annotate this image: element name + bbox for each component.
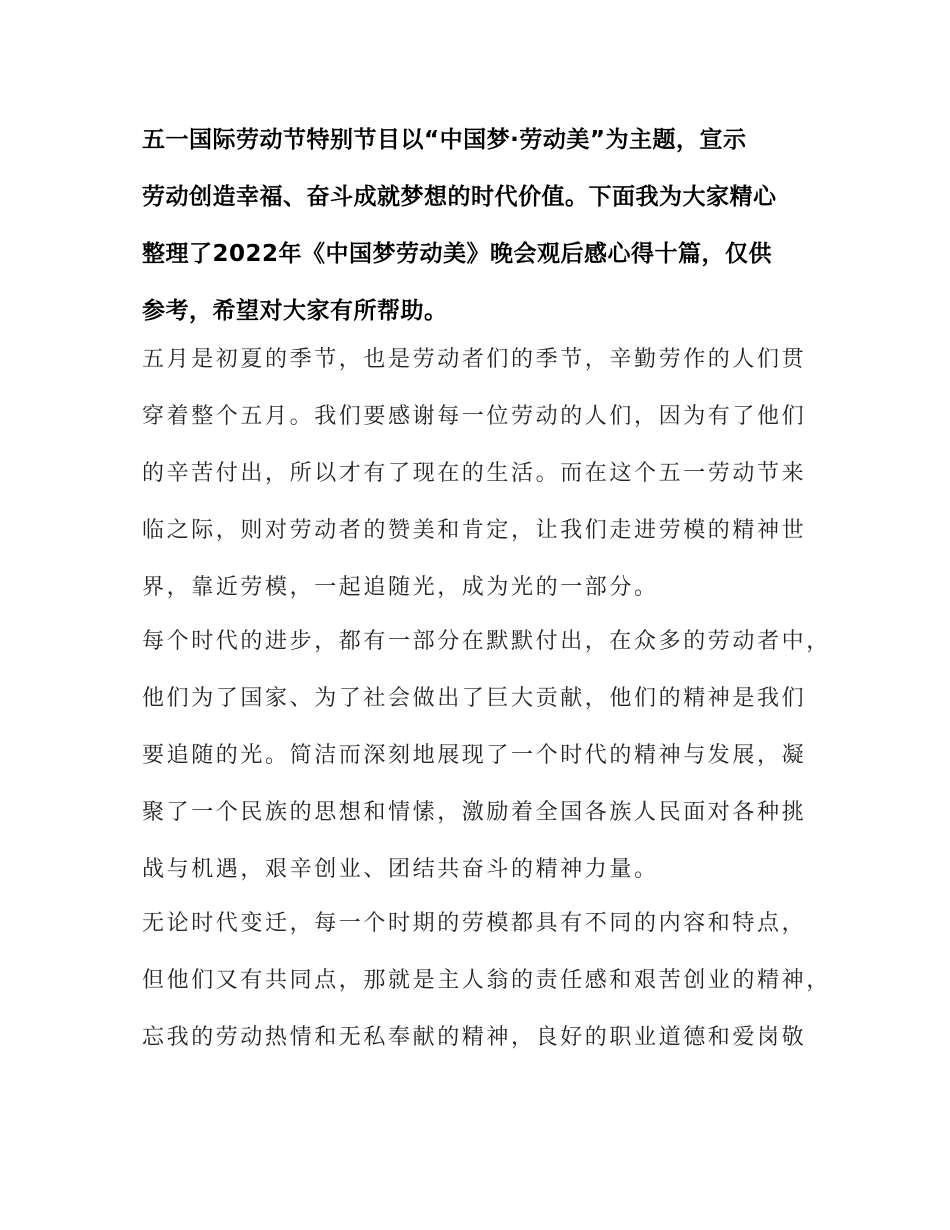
intro-line: 劳动创造幸福、奋斗成就梦想的时代价值。下面我为大家精心 — [142, 184, 777, 210]
paragraph-line: 无论时代变迁，每一个时期的劳模都具有不同的内容和特点， — [142, 911, 807, 936]
paragraph-line: 临之际，则对劳动者的赞美和肯定，让我们走进劳模的精神世 — [142, 518, 807, 543]
paragraph-line: 界，靠近劳模，一起追随光，成为光的一部分。 — [142, 575, 659, 600]
body-paragraph-2 — [142, 613, 831, 898]
body-paragraph-3 — [142, 895, 831, 1066]
paragraph-line: 五月是初夏的季节，也是劳动者们的季节，辛勤劳作的人们贯 — [142, 347, 807, 372]
intro-paragraph — [142, 112, 828, 340]
paragraph-line: 穿着整个五月。我们要感谢每一位劳动的人们，因为有了他们 — [142, 404, 807, 429]
paragraph-line: 要追随的光。简洁而深刻地展现了一个时代的精神与发展，凝 — [142, 743, 807, 768]
intro-line: 五一国际劳动节特别节目以“中国梦·劳动美”为主题，宣示 — [142, 127, 747, 153]
intro-line: 整理了2022年《中国梦劳动美》晚会观后感心得十篇，仅供 — [142, 241, 773, 267]
paragraph-line: 但他们又有共同点，那就是主人翁的责任感和艰苦创业的精神， — [142, 968, 831, 993]
body-paragraph-1 — [142, 331, 828, 616]
paragraph-line: 每个时代的进步，都有一部分在默默付出，在众多的劳动者中， — [142, 629, 831, 654]
paragraph-line: 忘我的劳动热情和无私奉献的精神，良好的职业道德和爱岗敬 — [142, 1025, 807, 1050]
paragraph-line: 战与机遇，艰辛创业、团结共奋斗的精神力量。 — [142, 857, 659, 882]
intro-line: 参考，希望对大家有所帮助。 — [142, 298, 448, 324]
paragraph-line: 他们为了国家、为了社会做出了巨大贡献，他们的精神是我们 — [142, 686, 807, 711]
paragraph-line: 的辛苦付出，所以才有了现在的生活。而在这个五一劳动节来 — [142, 461, 807, 486]
paragraph-line: 聚了一个民族的思想和情愫，激励着全国各族人民面对各种挑 — [142, 800, 807, 825]
